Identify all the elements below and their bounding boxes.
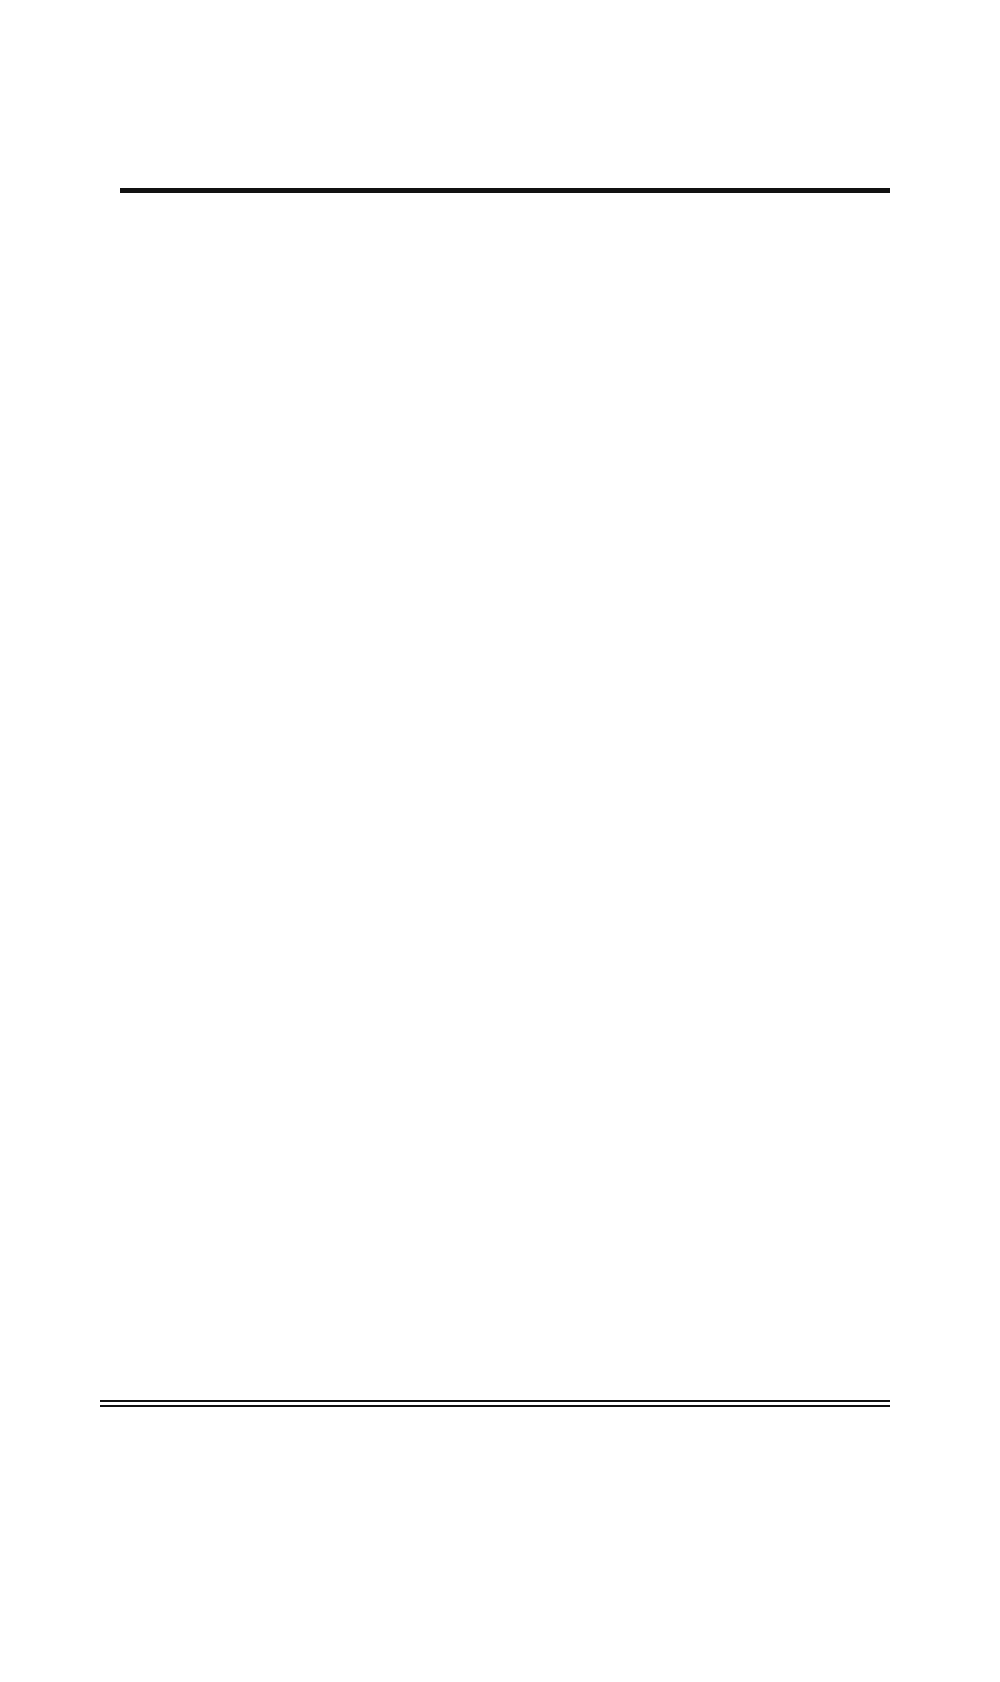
footnotes xyxy=(112,1330,134,1364)
border-bottom xyxy=(22,1575,940,1625)
border-right xyxy=(890,72,940,1575)
title-rule xyxy=(120,188,890,193)
footer-rule-2 xyxy=(100,1405,890,1407)
border-top xyxy=(22,22,940,72)
footer-rule-1 xyxy=(100,1400,890,1402)
border-left xyxy=(22,72,72,1575)
